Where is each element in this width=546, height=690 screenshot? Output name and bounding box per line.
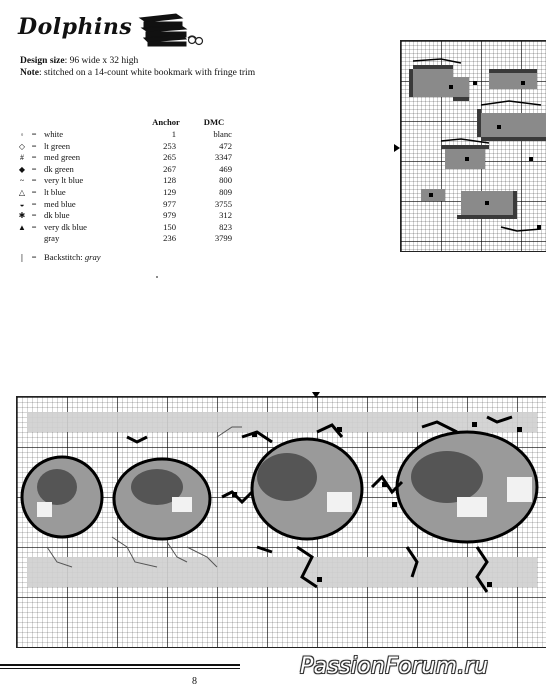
key-color-name: gray xyxy=(44,233,60,244)
note-line xyxy=(20,68,255,80)
key-row xyxy=(16,233,230,245)
key-color-name: very lt blue xyxy=(44,175,84,186)
watermark: PassionForum.ru xyxy=(300,654,489,679)
chart-grid-top xyxy=(400,40,546,252)
key-symbol: ◆ xyxy=(18,164,26,174)
anchor-header: Anchor xyxy=(152,117,180,127)
key-dmc-number: 809 xyxy=(219,186,232,197)
key-row xyxy=(16,187,230,199)
key-symbol: ◦ xyxy=(20,130,24,139)
backstitch-symbol: | xyxy=(21,252,23,262)
key-row xyxy=(16,210,230,222)
dmc-header: DMC xyxy=(203,117,225,127)
backstitch-equals: = xyxy=(31,252,37,262)
key-row xyxy=(16,175,230,187)
key-header xyxy=(16,117,230,129)
key-anchor-number: 979 xyxy=(163,210,176,221)
note-value: : stitched on a 14-count white bookmark with fringe trim xyxy=(39,68,256,78)
key-anchor-number: 253 xyxy=(163,140,176,151)
key-equals: = xyxy=(31,210,37,221)
key-color-name: lt blue xyxy=(44,186,66,197)
key-dmc-number: 3755 xyxy=(214,198,232,209)
chart-main-pattern xyxy=(17,397,546,647)
key-dmc-number: 3799 xyxy=(214,233,232,244)
key-dmc-number: 472 xyxy=(219,140,232,151)
key-dmc-number: 823 xyxy=(219,221,232,232)
key-row xyxy=(16,164,230,176)
backstitch-color: gray xyxy=(84,252,101,262)
key-dmc-number: blanc xyxy=(213,129,232,139)
design-size-value: : 96 wide x 32 high xyxy=(64,56,139,66)
key-row xyxy=(16,199,230,211)
page-title: Dolphins xyxy=(18,14,133,40)
backstitch-label: Backstitch: xyxy=(44,252,85,262)
key-anchor-number: 267 xyxy=(163,163,176,174)
key-symbol: ✱ xyxy=(18,211,26,221)
key-symbol: ◒ xyxy=(19,199,25,209)
key-equals: = xyxy=(31,221,37,232)
footer-rule-thin xyxy=(0,668,240,669)
design-size-label: Design size xyxy=(20,56,65,66)
key-symbol: ~ xyxy=(19,176,25,186)
books-stack-icon xyxy=(136,10,206,48)
key-anchor-number: 129 xyxy=(163,186,176,197)
key-dmc-number: 3347 xyxy=(214,152,232,163)
key-color-name: dk blue xyxy=(44,210,70,221)
center-marker-left xyxy=(394,144,400,152)
chart-top-pattern xyxy=(401,41,546,251)
key-color-name: lt green xyxy=(44,140,71,151)
key-color-name: very dk blue xyxy=(44,221,87,232)
center-marker-top xyxy=(312,392,320,398)
key-equals: = xyxy=(31,175,37,186)
key-color-name: med green xyxy=(44,152,81,163)
note-label: Note xyxy=(20,68,39,78)
key-equals: = xyxy=(31,198,37,209)
key-equals: = xyxy=(31,129,37,139)
key-anchor-number: 236 xyxy=(163,233,176,244)
key-symbol: # xyxy=(20,153,24,163)
key-row xyxy=(16,152,230,164)
key-symbol: ▲ xyxy=(18,222,26,232)
color-key xyxy=(16,117,230,245)
page-number: 8 xyxy=(192,676,197,687)
key-symbol: ◇ xyxy=(18,141,26,151)
backstitch-key xyxy=(16,252,101,262)
key-color-name: dk green xyxy=(44,163,74,174)
key-dmc-number: 469 xyxy=(219,163,232,174)
key-dmc-number: 312 xyxy=(219,210,232,221)
key-equals: = xyxy=(31,186,37,197)
stray-dot xyxy=(156,276,158,278)
key-equals: = xyxy=(31,152,37,163)
key-equals: = xyxy=(31,140,37,151)
key-anchor-number: 128 xyxy=(163,175,176,186)
key-color-name: med blue xyxy=(44,198,76,209)
key-equals: = xyxy=(31,163,37,174)
key-anchor-number: 1 xyxy=(171,129,176,139)
key-dmc-number: 800 xyxy=(219,175,232,186)
key-anchor-number: 265 xyxy=(163,152,176,163)
chart-grid-main xyxy=(16,396,546,648)
key-row xyxy=(16,129,230,141)
key-color-name: white xyxy=(44,129,64,139)
design-size-line xyxy=(20,56,138,68)
key-anchor-number: 150 xyxy=(163,221,176,232)
key-symbol: △ xyxy=(18,187,26,197)
footer-rule xyxy=(0,664,240,666)
key-anchor-number: 977 xyxy=(163,198,176,209)
key-row xyxy=(16,141,230,153)
key-row xyxy=(16,222,230,234)
